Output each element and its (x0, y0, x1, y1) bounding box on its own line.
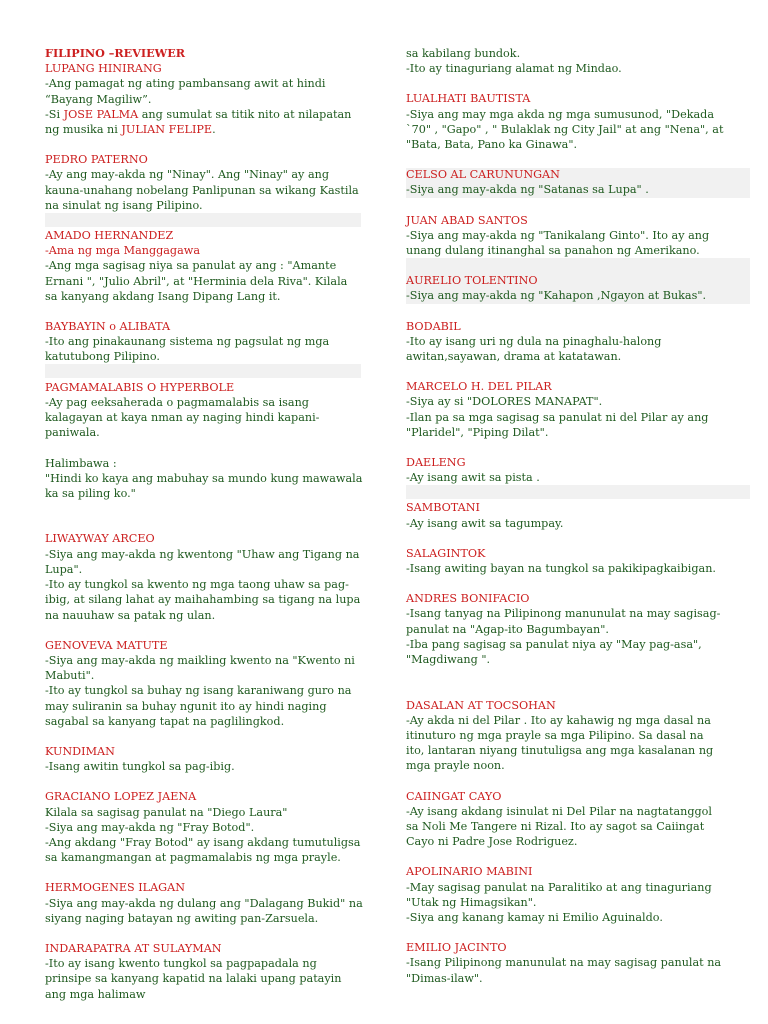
line-text: -Isang awitin tungkol sa pag-ibig. (45, 760, 235, 774)
entry-line (45, 956, 363, 1002)
entry-baybayin-o-alibata (45, 319, 363, 365)
line-text: -Siya ang may-akda ng "Kahapon ,Ngayon at Bukas". (406, 289, 707, 303)
line-text: -Ay isang awit sa tagumpay. (406, 516, 564, 530)
entry-heading: GENOVEVA MATUTE (45, 638, 168, 652)
entry-juan-abad-santos (406, 213, 724, 259)
entry-heading: BAYBAYIN o ALIBATA (45, 320, 171, 334)
entry-line (406, 910, 724, 925)
entry-genoveva-matute (45, 638, 363, 729)
entry-heading: SALAGINTOK (406, 546, 486, 560)
line-text: -Ang mga sagisag niya sa panulat ay ang : "Amante Ernani ", "Julio Abril", at "Herminia dela Riva". Kilala sa kanyang akdang Isang Dipang Lang it. (45, 259, 348, 303)
line-text: -Siya ang may-akda ng kwentong "Uhaw ang Tigang na Lupa". (45, 547, 360, 576)
entry-line (45, 547, 363, 577)
line-text: -Siya ang may-akda ng "Tanikalang Ginto". Ito ay ang unang dulang itinanghal sa panahon ng Amerikano. (406, 228, 710, 258)
entry-line (45, 107, 363, 137)
entry-line (45, 820, 363, 835)
right-column (406, 46, 724, 1001)
entry-continued (406, 46, 724, 76)
entry-line (406, 470, 724, 485)
entry-line (406, 182, 724, 197)
entry-lualhati-bautista (406, 91, 724, 152)
entry-line (406, 288, 724, 303)
entry-heading: LUPANG HINIRANG (45, 62, 162, 76)
line-text: ang sumulat sa titik nito at nilapatan ng musika ni (45, 107, 352, 137)
line-text: "Hindi ko kaya ang mabuhay sa mundo kung mawawala ka sa piling ko." (45, 471, 363, 501)
entry-andres-bonifacio (406, 591, 724, 682)
line-text: Halimbawa : (45, 456, 117, 470)
entry-graciano-lopez-jaena (45, 789, 363, 865)
entry-heading: HERMOGENES ILAGAN (45, 881, 185, 895)
entry-heading: PAGMAMALABIS O HYPERBOLE (45, 380, 235, 394)
entry-pedro-paterno (45, 152, 363, 213)
entry-line (45, 835, 363, 865)
entry-pagmamalabis-o-hyperbole (45, 380, 363, 517)
line-text: -Siya ang kanang kamay ni Emilio Aguinaldo. (406, 910, 663, 924)
entry-amado-hernandez (45, 228, 363, 304)
entry-sambotani (406, 500, 724, 530)
entry-line (406, 561, 724, 576)
entry-heading: EMILIO JACINTO (406, 941, 507, 955)
entry-indarapatra-at-sulayman (45, 941, 363, 1002)
line-text: -Ito ay isang uri ng dula na pinaghalu-halong awitan,sayawan, drama at katatawan. (406, 334, 662, 364)
line-text: -Siya ang may-akda ng "Satanas sa Lupa" . (406, 183, 649, 197)
entry-line (406, 713, 724, 774)
document-title: FILIPINO –REVIEWER (45, 46, 186, 60)
line-text: -Ilan pa sa mga sagisag sa panulat ni del Pilar ay ang "Plaridel", "Piping Dilat". (406, 410, 709, 439)
entry-line (45, 577, 363, 623)
line-text: -Siya ay si "DOLORES MANAPAT". (406, 395, 603, 409)
entry-line (45, 395, 363, 441)
line-text: -Isang Pilipinong manunulat na may sagisag panulat na "Dimas-ilaw". (406, 956, 722, 985)
line-text: -Ito ay tungkol sa kwento ng mga taong uhaw sa pag-ibig, at silang lahat ay maihahambing sa tigang na lupa na nauuhaw sa patak ng ulan. (45, 578, 361, 622)
entry-line (406, 107, 724, 153)
entry-line (45, 258, 363, 304)
line-text: -Ito ay tungkol sa buhay ng isang karaniwang guro na may suliranin sa buhay ngunit ito ay hindi naging sagabal sa kanyang tapat na paglilingkod. (45, 684, 352, 728)
line-text: -Ito ang pinakaunang sistema ng pagsulat ng mga katutubong Pilipino. (45, 335, 330, 364)
line-text: -Siya ang may-akda ng "Fray Botod". (45, 820, 255, 834)
left-column (45, 46, 363, 1017)
entry-line (406, 667, 724, 682)
entry-heading: KUNDIMAN (45, 744, 115, 758)
entry-line (45, 501, 363, 516)
line-text: -Ay pag eeksaherada o pagmamalabis sa isang kalagayan at kaya nman ay naging hindi kapani-paniwala. (45, 395, 320, 440)
line-text: -Ay akda ni del Pilar . Ito ay kahawig ng mga dasal na itinuturo ng mga prayle sa mga Pilipino. Sa dasal na ito, lantaran niyang tinutuligsa ang mga kasalanan ng mga prayle noon. (406, 713, 714, 773)
entry-celso-al-carunungan (406, 167, 724, 197)
line-text: . (212, 123, 216, 137)
entry-lupang-hinirang (45, 61, 363, 137)
highlighted-name: JOSE PALMA (63, 107, 139, 121)
entry-heading: AMADO HERNANDEZ (45, 229, 174, 243)
entry-line (45, 440, 363, 455)
entry-aurelio-tolentino (406, 273, 724, 303)
entry-bodabil (406, 319, 724, 365)
entry-line (406, 804, 724, 850)
line-text: -Isang awiting bayan na tungkol sa pakikipagkaibigan. (406, 562, 716, 576)
entry-line (45, 243, 363, 258)
entry-heading: PEDRO PATERNO (45, 153, 148, 167)
entry-emilio-jacinto (406, 940, 724, 986)
entry-heading: INDARAPATRA AT SULAYMAN (45, 941, 222, 955)
entry-caiingat-cayo (406, 789, 724, 850)
entry-dasalan-at-tocsohan (406, 698, 724, 774)
entry-heading: GRACIANO LOPEZ JAENA (45, 790, 197, 804)
line-text: Kilala sa sagisag panulat na "Diego Laura" (45, 805, 288, 819)
entry-heading: DAELENG (406, 456, 466, 470)
entry-line (45, 334, 363, 364)
entry-hermogenes-ilagan (45, 880, 363, 926)
entry-heading: BODABIL (406, 319, 461, 333)
line-text: -Siya ang may-akda ng dulang ang "Dalagang Bukid" na siyang naging batayan ng awiting pan-Zarsuela. (45, 896, 363, 925)
entry-line (45, 805, 363, 820)
entry-marcelo-h-del-pilar (406, 379, 724, 440)
entry-line (406, 61, 724, 76)
entry-salagintok (406, 546, 724, 576)
line-text: -Iba pang sagisag sa panulat niya ay "May pag-asa", "Magdiwang ". (406, 637, 702, 667)
entry-line (45, 759, 363, 774)
entry-heading: APOLINARIO MABINI (406, 865, 533, 879)
entry-line (45, 76, 363, 106)
entry-line (406, 637, 724, 667)
line-text: -Siya ang may mga akda ng mga sumusunod, "Dekada `70" , "Gapo" , " Bulaklak ng City Jail" at ang "Nena", at "Bata, Bata, Pano ka Ginawa". (406, 107, 724, 152)
line-text: -Si (45, 107, 64, 121)
entry-line (406, 394, 724, 409)
entry-line (406, 334, 724, 364)
line-text: -Ay isang awit sa pista . (406, 471, 540, 485)
line-text: sa kabilang bundok. (406, 47, 521, 60)
line-text: -Ito ay isang kwento tungkol sa pagpapadala ng prinsipe sa kanyang kapatid na lalaki upang patayin ang mga halimaw (45, 957, 342, 1001)
line-text: -May sagisag panulat na Paralitiko at ang tinaguriang "Utak ng Himagsikan". (406, 880, 712, 909)
entry-heading: SAMBOTANI (406, 501, 480, 515)
entry-heading: LIWAYWAY ARCEO (45, 532, 155, 546)
entry-heading: AURELIO TOLENTINO (406, 274, 538, 288)
entry-heading: CELSO AL CARUNUNGAN (406, 168, 560, 182)
entry-line (406, 955, 724, 985)
entry-line (45, 471, 363, 501)
entry-line (406, 46, 724, 61)
entry-heading: DASALAN AT TOCSOHAN (406, 698, 556, 712)
line-text: -Ang pamagat ng ating pambansang awit at hindi “Bayang Magiliw”. (45, 77, 326, 106)
entry-daeleng (406, 455, 724, 485)
entry-line (45, 896, 363, 926)
entry-line (406, 410, 724, 440)
line-text: -Siya ang may-akda ng maikling kwento na "Kwento ni Mabuti". (45, 653, 355, 683)
entry-apolinario-mabini (406, 864, 724, 925)
entry-heading: MARCELO H. DEL PILAR (406, 380, 552, 394)
entry-kundiman (45, 744, 363, 774)
entry-line (406, 516, 724, 531)
entry-heading: JUAN ABAD SANTOS (406, 213, 528, 227)
entry-heading: ANDRES BONIFACIO (406, 592, 530, 606)
entry-line (45, 653, 363, 683)
entry-line (406, 228, 724, 258)
entry-line (406, 880, 724, 910)
entry-heading: LUALHATI BAUTISTA (406, 92, 531, 106)
entry-line (45, 456, 363, 471)
entry-liwayway-arceo (45, 531, 363, 622)
entry-line (45, 683, 363, 729)
entry-heading: CAIINGAT CAYO (406, 789, 502, 803)
line-text: -Ito ay tinaguriang alamat ng Mindao. (406, 62, 622, 76)
line-text: -Isang tanyag na Pilipinong manunulat na may sagisag-panulat na "Agap-ito Bagumbayan". (406, 607, 721, 636)
highlighted-name: JULIAN FELIPE (121, 123, 213, 137)
entry-line (45, 167, 363, 213)
line-text: -Ay isang akdang isinulat ni Del Pilar na nagtatanggol sa Noli Me Tangere ni Rizal. Ito ay sagot sa Caiingat Cayo ni Padre Jose Rodriguez. (406, 804, 712, 849)
line-text: -Ay ang may-akda ng "Ninay". Ang "Ninay" ay ang kauna-unahang nobelang Panlipunan sa wikang Kastila na sinulat ng isang Pilipino. (45, 168, 359, 212)
entry-line (406, 606, 724, 636)
line-text: -Ang akdang "Fray Botod" ay isang akdang tumutuligsa sa kamangmangan at pagmamalabis ng mga prayle. (45, 835, 361, 865)
highlighted-name: -Ama ng mga Manggagawa (45, 244, 201, 258)
